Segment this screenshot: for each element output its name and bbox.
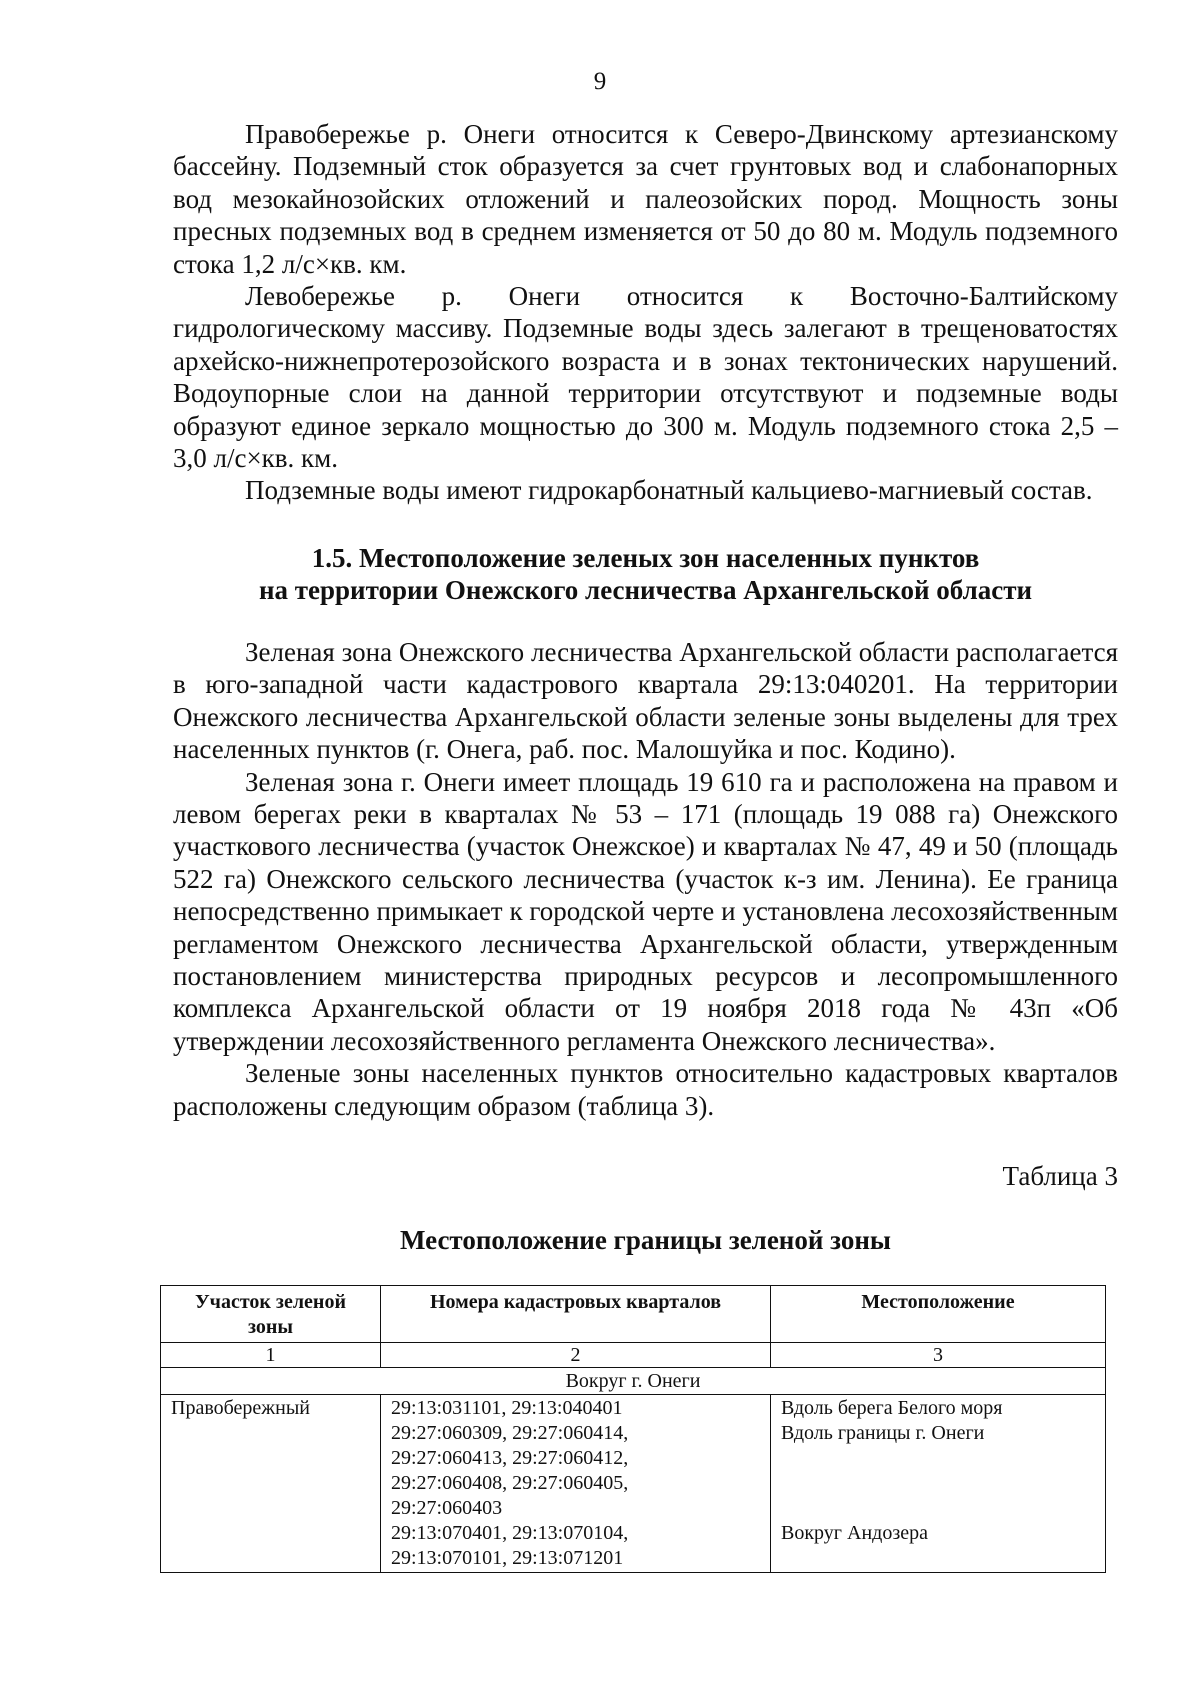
green-zone-table [160, 1285, 1106, 1573]
quarters-line: 29:27:060413, 29:27:060412, [391, 1447, 629, 1469]
paragraph-composition: Подземные воды имеют гидрокарбонатный кальциево-магниевый состав. [245, 475, 1093, 506]
table-title: Местоположение границы зеленой зоны [400, 1225, 891, 1255]
table-column-number-row [161, 1343, 1106, 1368]
location-line: Вдоль границы г. Онеги [781, 1422, 985, 1444]
table-header-row [161, 1286, 1106, 1343]
header-section: Участок зеленой зоны [161, 1286, 381, 1343]
spacer [781, 1496, 1095, 1521]
spacer [781, 1446, 1095, 1471]
header-location: Местоположение [771, 1286, 1106, 1343]
table-label: Таблица 3 [1002, 1161, 1118, 1191]
quarters-line: 29:27:060408, 29:27:060405, [391, 1472, 629, 1494]
column-number: 1 [161, 1343, 381, 1368]
section-text-block [173, 636, 1118, 1122]
header-quarters: Номера кадастровых кварталов [381, 1286, 771, 1343]
paragraph-left-bank: Левобережье р. Онеги относится к Восточно-Балтийскому гидрологическому массиву. Подземные воды здесь залегают в трещеноватостях архейско-нижнепротерозойского возраста и в зонах тектонических нарушений. Водоупорные слои на данной территории отсутствуют и подземные воды образуют единое зеркало мощностью до 300 м. Модуль подземного стока 2,5 – 3,0 л/с×кв. км. [173, 281, 1118, 474]
spacer [781, 1471, 1095, 1496]
intro-text-block [173, 118, 1118, 507]
table-row [161, 1395, 1106, 1573]
quarters-line: 29:27:060403 [391, 1497, 503, 1519]
paragraph-onega-green-zone: Зеленая зона г. Онеги имеет площадь 19 610 га и расположена на правом и левом берегах реки в кварталах № 53 – 171 (площадь 19 088 га) Онежского участкового лесничества (участок Онежское) и кварталах № 47, 49 и 50 (площадь 522 га) Онежского сельского лесничества (участок к-з им. Ленина). Ее граница непосредственно примыкает к городской черте и установлена лесохозяйственным регламентом Онежского лесничества Архангельской области, утвержденным постановлением министерства природных ресурсов и лесопромышленного комплекса Архангельской области от 19 ноября 2018 года № 43п «Об утверждении лесохозяйственного регламента Онежского лесничества». [173, 766, 1118, 1056]
quarters-line: 29:27:060309, 29:27:060414, [391, 1422, 629, 1444]
cell-quarters [381, 1395, 771, 1573]
group-label: Вокруг г. Онеги [161, 1368, 1106, 1395]
quarters-line: 29:13:070101, 29:13:071201 [391, 1547, 624, 1569]
paragraph-green-zone-location: Зеленая зона Онежского лесничества Архангельской области располагается в юго-западной части кадастрового квартала 29:13:040201. На территории Онежского лесничества Архангельской области зеленые зоны выделены для трех населенных пунктов (г. Онега, раб. пос. Малошуйка и пос. Кодино). [173, 637, 1118, 765]
quarters-line: 29:13:031101, 29:13:040401 [391, 1397, 623, 1419]
table-group-row [161, 1368, 1106, 1395]
page-number: 9 [593, 68, 607, 95]
section-heading-line2: на территории Онежского лесничества Архангельской области [258, 575, 1033, 605]
section-heading [173, 542, 1118, 606]
cell-location [771, 1395, 1106, 1573]
location-line: Вдоль берега Белого моря [781, 1397, 1003, 1419]
section-heading-line1: 1.5. Местоположение зеленых зон населенных пунктов [311, 543, 980, 573]
column-number: 2 [381, 1343, 771, 1368]
quarters-line: 29:13:070401, 29:13:070104, [391, 1522, 629, 1544]
column-number: 3 [771, 1343, 1106, 1368]
location-line: Вокруг Андозера [781, 1522, 928, 1544]
cell-section: Правобережный [161, 1395, 381, 1573]
paragraph-table-reference: Зеленые зоны населенных пунктов относительно кадастровых кварталов расположены следующим образом (таблица 3). [173, 1058, 1118, 1121]
paragraph-right-bank: Правобережье р. Онеги относится к Северо-Двинскому артезианскому бассейну. Подземный сток образуется за счет грунтовых вод и слабонапорных вод мезокайнозойских отложений и палеозойских пород. Мощность зоны пресных подземных вод в среднем изменяется от 50 до 80 м. Модуль подземного стока 1,2 л/с×кв. км. [173, 119, 1118, 279]
